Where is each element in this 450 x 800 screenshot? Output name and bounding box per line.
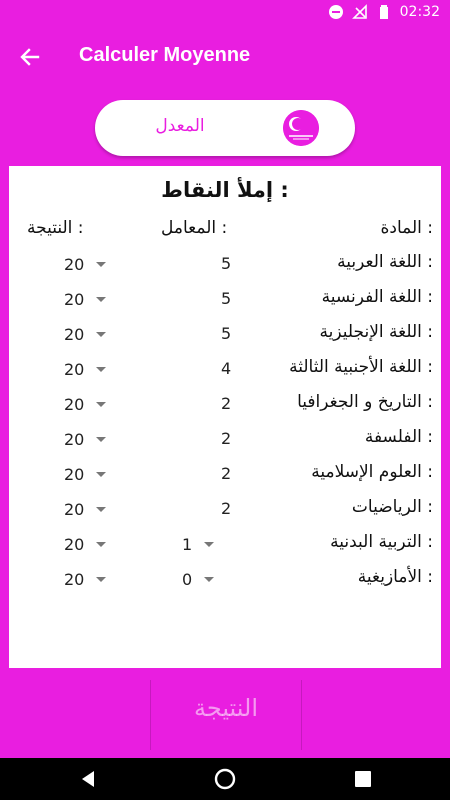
- coefficient-value: 0: [182, 569, 193, 589]
- score-value: 20: [64, 394, 85, 414]
- app-toolbar: [0, 26, 450, 88]
- coefficient-value: 4: [221, 359, 232, 378]
- subject-label: اللغة الفرنسية :: [321, 287, 433, 307]
- score-header: النتيجة :: [27, 218, 84, 238]
- table-row: [9, 353, 441, 387]
- result-button[interactable]: [150, 680, 302, 750]
- table-row: [9, 283, 441, 317]
- system-nav-bar: [0, 758, 450, 800]
- dropdown-arrow-icon: [96, 542, 106, 547]
- coefficient-value: 2: [221, 499, 232, 518]
- score-dropdown[interactable]: [64, 427, 106, 451]
- grades-card: [9, 166, 441, 668]
- coefficient-value: 2: [221, 429, 232, 448]
- score-value: 20: [64, 289, 85, 309]
- dropdown-arrow-icon: [96, 402, 106, 407]
- dropdown-arrow-icon: [96, 507, 106, 512]
- do-not-disturb-icon: [328, 4, 344, 20]
- subject-label: الأمازيغية :: [357, 567, 433, 587]
- table-row: [9, 423, 441, 457]
- subject-label: التربية البدنية :: [330, 532, 433, 552]
- score-value: 20: [64, 464, 85, 484]
- dropdown-arrow-icon: [96, 472, 106, 477]
- battery-icon: [376, 4, 392, 20]
- subject-label: اللغة الإنجليزية :: [319, 322, 433, 342]
- score-dropdown[interactable]: [64, 497, 106, 521]
- average-button[interactable]: [95, 100, 355, 156]
- score-dropdown[interactable]: [64, 252, 106, 276]
- score-value: 20: [64, 324, 85, 344]
- dropdown-arrow-icon: [204, 577, 214, 582]
- dropdown-arrow-icon: [96, 262, 106, 267]
- app-logo-icon: [283, 110, 319, 146]
- coefficient-value: 1: [182, 534, 193, 554]
- subject-label: العلوم الإسلامية :: [311, 462, 433, 482]
- average-button-label: المعدل: [155, 116, 205, 136]
- status-time: 02:32: [399, 4, 440, 20]
- score-value: 20: [64, 359, 85, 379]
- table-row: [9, 528, 441, 562]
- score-value: 20: [64, 429, 85, 449]
- result-button-label: النتيجة: [193, 694, 259, 722]
- table-row: [9, 388, 441, 422]
- coefficient-dropdown[interactable]: [182, 532, 214, 556]
- page-title: Calculer Moyenne: [79, 44, 251, 66]
- score-value: 20: [64, 534, 85, 554]
- dropdown-arrow-icon: [96, 297, 106, 302]
- coefficient-value: 5: [221, 254, 232, 273]
- coefficient-value: 2: [221, 464, 232, 483]
- dropdown-arrow-icon: [96, 332, 106, 337]
- form-heading: إملأ النقاط :: [161, 178, 289, 202]
- nav-back-icon[interactable]: [76, 767, 100, 791]
- subject-label: الرياضيات :: [351, 497, 433, 517]
- score-value: 20: [64, 499, 85, 519]
- coefficient-value: 5: [221, 324, 232, 343]
- dropdown-arrow-icon: [96, 367, 106, 372]
- coefficient-value: 2: [221, 394, 232, 413]
- subject-label: اللغة الأجنبية الثالثة :: [289, 357, 433, 377]
- dropdown-arrow-icon: [96, 577, 106, 582]
- coefficient-dropdown[interactable]: [182, 567, 214, 591]
- score-dropdown[interactable]: [64, 462, 106, 486]
- score-dropdown[interactable]: [64, 357, 106, 381]
- signal-off-icon: [352, 4, 368, 20]
- coefficient-value: 5: [221, 289, 232, 308]
- score-dropdown[interactable]: [64, 567, 106, 591]
- score-value: 20: [64, 254, 85, 274]
- score-dropdown[interactable]: [64, 287, 106, 311]
- table-row: [9, 248, 441, 282]
- score-value: 20: [64, 569, 85, 589]
- score-dropdown[interactable]: [64, 322, 106, 346]
- subject-label: الفلسفة :: [364, 427, 433, 447]
- status-bar: [0, 0, 450, 26]
- dropdown-arrow-icon: [204, 542, 214, 547]
- nav-home-icon[interactable]: [213, 767, 237, 791]
- subject-label: التاريخ و الجغرافيا :: [297, 392, 433, 412]
- table-row: [9, 493, 441, 527]
- table-row: [9, 458, 441, 492]
- arrow-left-icon[interactable]: [16, 43, 44, 71]
- subject-header: المادة :: [380, 218, 433, 238]
- score-dropdown[interactable]: [64, 392, 106, 416]
- dropdown-arrow-icon: [96, 437, 106, 442]
- nav-recents-icon[interactable]: [351, 767, 375, 791]
- coefficient-header: المعامل :: [161, 218, 228, 238]
- table-row: [9, 318, 441, 352]
- table-row: [9, 563, 441, 597]
- subject-label: اللغة العربية :: [337, 252, 433, 272]
- score-dropdown[interactable]: [64, 532, 106, 556]
